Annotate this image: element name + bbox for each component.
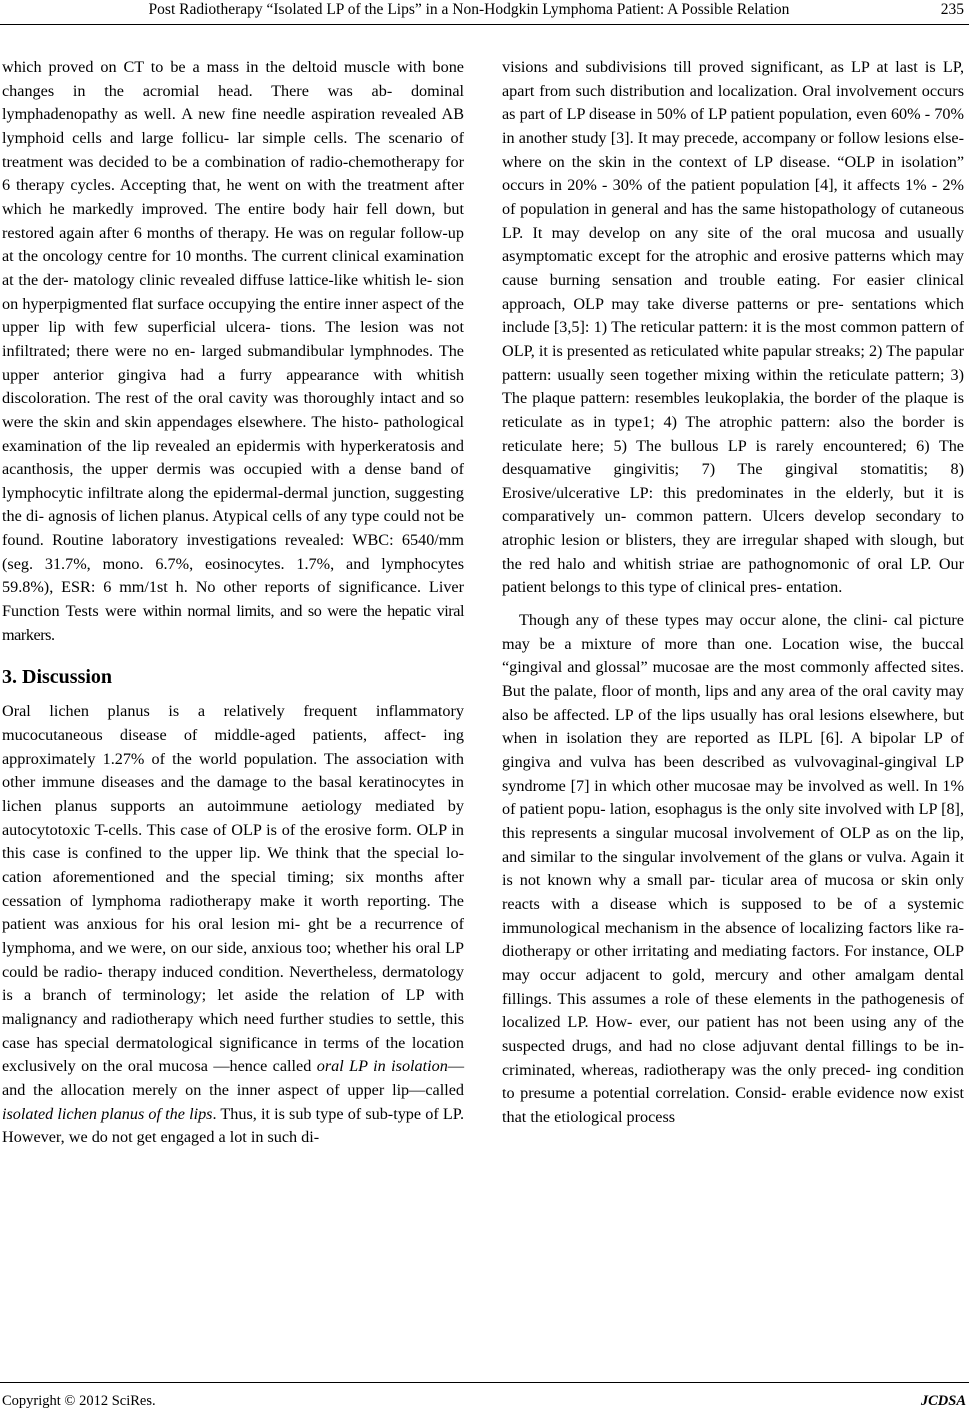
patterns-paragraph: visions and subdivisions till proved significant, as LP at last is LP, apart from such distribution and localization. Oral involvement occurs as part of LP disease in 50% of LP patient population, even 60% - 70% in another study [3]. It may precede, accompany or follow lesions else- where on the skin in the context of LP disease. “OLP in isolation” occurs in 20% - 30% of the patient population [4], it affects 1% - 2% of population in general and has the same histopathology of cutaneous LP. It may develop on any site of the oral mucosa and usually asymptomatic except for the atrophic and erosive patterns which may cause burning sensation and trouble eating. For easier clinical approach, OLP may take diverse patterns or pre- sentations which include [3,5]: 1) The reticular pattern: it is the most common pattern of OLP, it is presented as reticulated white papular streaks; 2) The papular pattern: usually seen together mixing within the reticulate pattern; 3) The plaque pattern: resembles leukoplakia, the border of the plaque is reticulate as in type1; 4) The atrophic pattern: also the border is reticulate here; 5) The bullous LP is rarely encountered; 6) The desquamative gingivitis; 7) The gingival stomatitis; 8) Erosive/ulcerative LP: this predominates in the elderly, but it is comparatively un- common pattern. Ulcers develop secondary to atrophic lesion or blisters, they are irregular shaped with slough, but the red halo and whitish striae are pathognomonic of oral LP. Our patient belongs to this type of clinical pres- entation.: [502, 58, 964, 597]
section-heading-discussion: 3. Discussion: [2, 666, 113, 689]
location-paragraph: Though any of these types may occur alone, the clini- cal picture may be a mixture of more than one. Location wise, the buccal “gingival and glossal” mucosae are the most commonly affected sites. But the palate, floor of month, lips and any area of the oral cavity may also be affected. LP of the lips usually has oral lesions elsewhere, but when in isolation they are reported as ILPL [6]. A bipolar LP of gingiva and vulva has been described as vulvovaginal-gingival LP syndrome [7] in which other mucosae may be involved as well. In 1% of patient popu- lation, esophagus is the only site involved with LP [8], this represents a singular mucosal involvement of OLP as on the lip, and similar to the singular involvement of the glans or vulva. Again it is not known why a small par- ticular area of mucosa or skin only reacts with a disease which is supposed to be of a systemic immunological mechanism in the absence of localizing factors like ra- diotherapy or other irritating and mediating factors. For instance, OLP may occur adjacent to gold, mercury and other amalgam dental fillings. This assumes a role of these elements in the pathogenesis of localized LP. How- ever, our patient has not been using any of the suspected drugs, and had no close adjuvant dental fillings to be in- criminated, whereas, radiotherapy was the only preced- ing condition to presume a potential correlation. Consid- erable evidence now exist that the etiological process: [502, 611, 964, 1126]
discussion-emphasis-2: isolated lichen planus of the lips: [2, 1104, 213, 1123]
journal-abbreviation: JCDSA: [920, 1393, 966, 1409]
discussion-emphasis-1: oral LP in isolation: [316, 1057, 448, 1076]
discussion-text-a: Oral lichen planus is a relatively frequent inflammatory mucocutaneous disease of middle-aged patients, affect- ing approximately 1.27% of the world population. The association with other immune diseases and the damage to the basal keratinocytes in lichen planus supports an autoimmune aetiology mediated by autocytotoxic T-cells. This case of OLP is of the erosive form. OLP in this case is confined to the upper lip. We think that the special lo- cation aforementioned and the special timing; six months after cessation of lymphoma radiotherapy make it worth reporting. The patient was anxious for his oral lesion mi- ght be a recurrence of lymphoma, and we were, on our side, anxious too; whether his oral LP could be radio- therapy induced condition. Nevertheless, dermatology is a branch of terminology; let aside the relation of LP with malignancy and radiotherapy which need further studies to settle, this case has special dermatological significance in terms of the location exclusively on the oral mucosa —hence called: [2, 702, 464, 1076]
left-column: [2, 56, 464, 1150]
running-title: Post Radiotherapy “Isolated LP of the Lips” in a Non-Hodgkin Lymphoma Patient: A Possible Relation: [148, 1, 790, 18]
footer-rule: [0, 1382, 969, 1383]
case-report-text: which proved on CT to be a mass in the deltoid muscle with bone changes in the acromial head. There was ab- dominal lymphadenopathy as well. A new fine needle aspiration revealed AB lymphoid cells and large follicu- lar simple cells. The scenario of treatment was decided to be a combination of radio-chemotherapy for 6 therapy cycles. Accepting that, he went on with the treatment after which he markedly improved. The entire body hair fell down, but restored again after 6 months of therapy. He was on regular follow-up at the oncology centre for 10 months. The current clinical examination at the der- matology clinic revealed diffuse lattice-like whitish le- sion on hyperpigmented flat surface occupying the entire inner aspect of the upper lip with few superficial ulcera- tions. The lesion was not infiltrated; there were no en- larged submandibular lymphnodes. The upper anterior gingiva had a furry appearance with whitish discoloration. The rest of the oral cavity was thoroughly intact and so were the skin and skin appendages elsewhere. The histo- pathological examination of the lip revealed an epidermis with hyperkeratosis and acanthosis, the upper dermis was occupied with a dense band of lymphocytic infiltrate along the epidermal-dermal junction, suggesting the di- agnosis of lichen planus. Atypical cells of any type could not be found. Routine laboratory investigations revealed: WBC: 6540/mm (seg. 31.7%, mono. 6.7%, eosinocytes. 1.7%, and lymphocytes 59.8%), ESR: 6 mm/1st h. No other reports of significance. Liver Function Tests were: [2, 58, 464, 621]
discussion-paragraph: [2, 700, 464, 1149]
page-number: 235: [940, 1, 964, 18]
header-rule: [0, 24, 969, 25]
discussion-text-b: —and the allocation merely on the inner aspect of upper lip—called: [2, 1057, 465, 1099]
copyright-notice: Copyright © 2012 SciRes.: [2, 1393, 156, 1409]
case-report-paragraph: [2, 56, 464, 647]
running-header: [0, 0, 969, 24]
discussion-text-c: . Thus, it is sub type of sub-type of LP. However, we do not get engaged a lot in such di-: [2, 1104, 464, 1147]
right-column: [502, 56, 964, 1130]
case-report-last-line: within normal limits, and so were the hepatic viral markers.: [2, 602, 465, 644]
